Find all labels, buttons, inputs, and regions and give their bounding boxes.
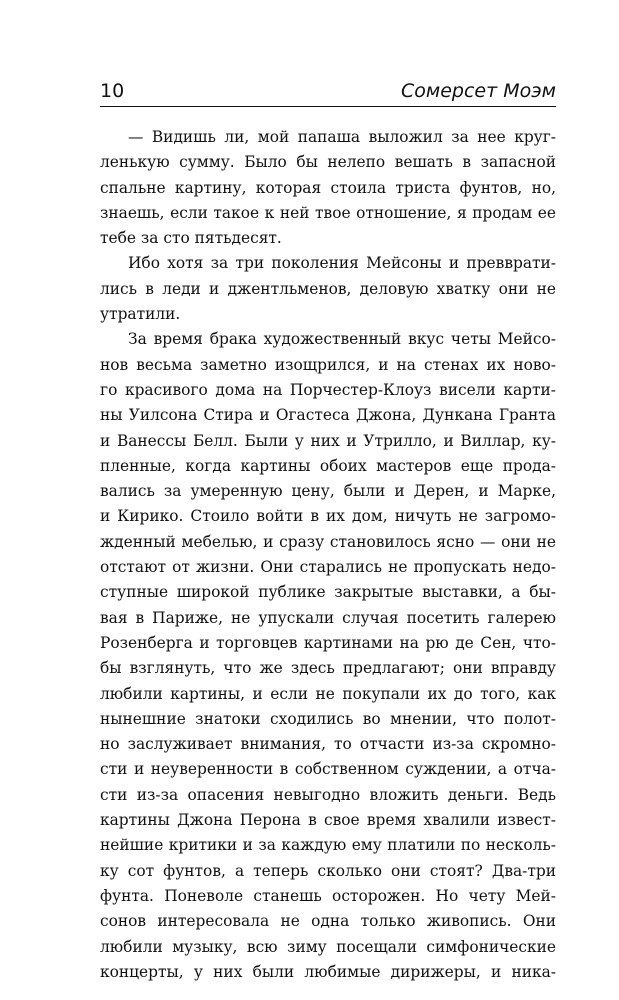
text-line: нынешние знатоки сходились во мнении, что полот-: [100, 709, 556, 728]
text-line: ны Уилсона Стира и Огастеса Джона, Дункана Гранта: [100, 406, 556, 425]
page-number: 10: [100, 80, 125, 102]
text-line: фунта. Поневоле станешь осторожен. Но чету Мей-: [100, 886, 556, 905]
text-line: пленные, когда картины обоих мастеров еще прода-: [100, 456, 556, 475]
text-line: знаешь, если такое к ней твое отношение, я продам ее: [100, 203, 556, 222]
text-line: отстают от жизни. Они старались не пропускать недо-: [100, 558, 556, 577]
text-line: — Видишь ли, мой папаша выложил за нее круг-: [128, 128, 556, 146]
text-line: и Кирико. Стоило войти в их дом, ничуть не загромо-: [100, 507, 556, 526]
text-line: го красивого дома на Порчестер-Клоуз висели карти-: [100, 380, 556, 399]
text-line: лись в леди и джентльменов, деловую хватку они не: [100, 279, 556, 298]
text-line: бы взглянуть, что же здесь предлагают; они вправду: [100, 659, 556, 678]
text-line: нейшие критики и за каждую ему платили по несколь-: [100, 836, 556, 855]
text-line: Ибо хотя за три поколения Мейсоны и превврати-: [128, 254, 556, 273]
running-head: [100, 79, 556, 109]
text-line: ступные широкой публике закрытые выставки, а бы-: [100, 583, 556, 602]
running-title-author: Сомерсет Моэм: [401, 80, 556, 102]
text-line: концерты, у них были любимые дирижеры, и ника-: [100, 962, 556, 981]
text-line: За время брака художественный вкус четы Мейсо-: [128, 330, 556, 349]
text-line: вались за умеренную цену, были и Дерен, и Марке,: [100, 482, 556, 501]
text-line: нов весьма заметно изощрился, и на стенах их ново-: [100, 355, 556, 374]
text-line: ку сот фунтов, а теперь сколько они стоят? Два-три: [100, 861, 556, 880]
text-line: сти из-за опасения невыгодно вложить деньги. Ведь: [100, 785, 556, 804]
body-text: [100, 125, 556, 985]
text-line: утратили.: [100, 305, 181, 324]
text-line: ленькую сумму. Было бы нелепо вешать в запасной: [100, 153, 556, 172]
text-line: тебе за сто пятьдесят.: [100, 229, 282, 248]
text-line: Розенберга и торговцев картинами на рю де Сен, что-: [100, 633, 556, 652]
text-line: жденный мебелью, и сразу становилось ясно — они не: [100, 532, 556, 551]
text-line: любили картины, и если не покупали их до того, как: [100, 684, 556, 703]
text-line: любили музыку, всю зиму посещали симфонические: [100, 937, 556, 956]
text-line: вая в Париже, не упускали случая посетить галерею: [100, 608, 556, 627]
text-line: спальне картину, которая стоила триста фунтов, но,: [100, 178, 556, 197]
text-line: и Ванессы Белл. Были у них и Утрилло, и Виллар, ку-: [100, 431, 556, 450]
text-line: но заслуживает внимания, то отчасти из-за скромно-: [100, 735, 556, 754]
text-line: сонов интересовала не одна только живопись. Они: [100, 912, 556, 931]
text-line: картины Джона Перона в свое время хвалили извест-: [100, 811, 556, 830]
header-rule: [100, 106, 556, 107]
text-line: сти и неуверенности в собственном суждении, а отча-: [100, 760, 556, 779]
